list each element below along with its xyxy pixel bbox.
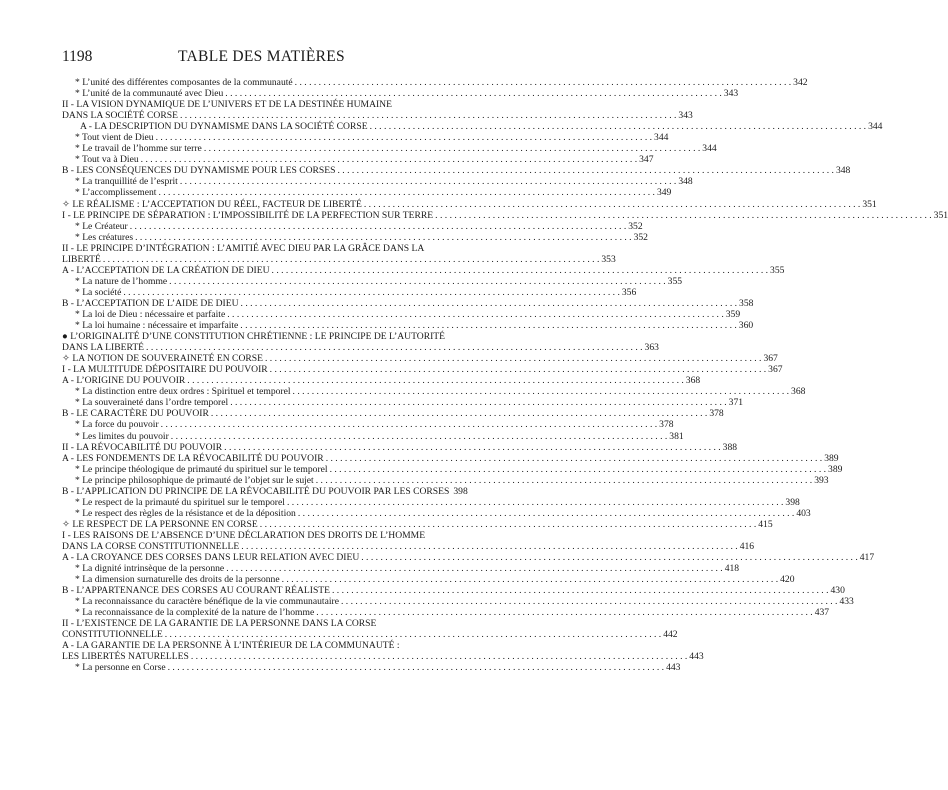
dot-leader	[287, 497, 783, 508]
toc-entry-label: * L’unité des différentes composantes de la communauté	[75, 77, 293, 88]
toc-entry-page: 420	[780, 574, 795, 586]
toc-entry	[62, 618, 461, 629]
toc-entry-page: 367	[763, 353, 778, 365]
toc-entry-page: 389	[824, 452, 839, 464]
toc-entry	[62, 187, 672, 199]
toc-entry	[62, 286, 637, 298]
toc-entry	[62, 596, 854, 608]
toc-entry-label: ✧ LE RESPECT DE LA PERSONNE EN CORSE	[62, 518, 258, 530]
dot-leader	[293, 386, 789, 397]
toc-entry	[62, 386, 806, 398]
toc-entry	[62, 99, 461, 110]
dot-leader	[224, 442, 720, 453]
toc-entry	[62, 88, 739, 100]
dot-leader	[187, 375, 683, 386]
toc-entry-label: * Le principe philosophique de primauté de l’objet sur le sujet	[75, 474, 314, 486]
toc-entry-page: 418	[724, 563, 740, 575]
dot-leader	[169, 276, 665, 287]
toc-entry	[62, 165, 851, 177]
dot-leader	[227, 309, 723, 320]
toc-entry-page: 430	[830, 585, 845, 597]
toc-entry-page: 403	[796, 507, 811, 519]
toc-entry-page: 348	[835, 165, 851, 177]
toc-entry	[62, 485, 468, 497]
toc-entry-label: ✧ LE RÉALISME : L’ACCEPTATION DU RÉEL, FACTEUR DE LIBERTÉ	[62, 198, 362, 210]
dot-leader	[316, 607, 812, 618]
toc-entry-label: * La personne en Corse	[75, 662, 166, 674]
toc-entry-label: LES LIBERTÉS NATURELLES	[62, 651, 189, 663]
toc-entry-page: 378	[709, 408, 724, 420]
toc-entry-label: A - L’ORIGINE DU POUVOIR	[62, 375, 186, 387]
toc-entry-page: 415	[758, 518, 773, 530]
toc-entry-page: 363	[644, 342, 659, 354]
toc-entry-page: 367	[768, 364, 783, 376]
toc-entry-page: 359	[725, 308, 741, 320]
toc-entry-label: * La force du pouvoir	[75, 419, 159, 431]
toc-entry-label: * La tranquillité de l’esprit	[75, 176, 178, 188]
dot-leader	[225, 88, 721, 99]
toc-entry-label: * La reconnaissance de la complexité de la nature de l’homme	[75, 607, 315, 619]
toc-entry	[62, 308, 741, 320]
toc-entry	[62, 375, 701, 387]
toc-entry-page: 342	[793, 77, 808, 88]
toc-entry-page: 371	[728, 397, 744, 409]
toc-entry	[62, 264, 785, 276]
toc-entry-label: II - LE PRINCIPE D’INTÉGRATION : L’AMITIÉ AVEC DIEU PAR LA GRÂCE DANS LA	[62, 242, 425, 254]
toc-entry	[62, 243, 461, 254]
dot-leader	[240, 320, 736, 331]
toc-entry-label: B - L’APPARTENANCE DES CORSES AU COURANT RÉALISTE	[62, 585, 330, 597]
dot-leader	[270, 364, 766, 375]
toc-entry-page: 360	[738, 320, 754, 332]
toc-entry-page: 347	[639, 154, 654, 166]
dot-leader	[146, 342, 642, 353]
toc-entry	[62, 209, 948, 221]
toc-entry-label: A - LA CROYANCE DES CORSES DANS LEUR RELATION AVEC DIEU	[62, 552, 360, 564]
toc-entry-page: 352	[633, 231, 648, 243]
toc-entry-label: * La dimension surnaturelle des droits de la personne	[75, 574, 280, 586]
toc-entry	[62, 430, 684, 442]
dot-leader	[337, 165, 833, 176]
toc-entry-label: II - L’EXISTENCE DE LA GARANTIE DE LA PERSONNE DANS LA CORSE	[62, 618, 377, 630]
toc-entry-label: B - LE CARACTÈRE DU POUVOIR	[62, 408, 209, 420]
toc-entry-page: 398	[785, 496, 800, 508]
dot-leader	[260, 519, 756, 530]
dot-leader	[332, 585, 828, 596]
dot-leader	[272, 265, 768, 276]
dot-leader	[156, 132, 652, 143]
toc-entry-page: 344	[868, 121, 883, 133]
dot-leader	[282, 574, 778, 585]
toc-entry	[62, 463, 843, 475]
dot-leader	[191, 651, 687, 662]
toc-entry	[62, 585, 845, 597]
toc-entry-label: * Les limites du pouvoir	[75, 430, 169, 442]
dot-leader	[158, 187, 654, 198]
toc-entry	[62, 441, 738, 453]
toc-entry-label: II - LA VISION DYNAMIQUE DE L’UNIVERS ET DE LA DESTINÉE HUMAINE	[62, 99, 392, 111]
toc-entry-label: * La loi humaine : nécessaire et imparfaite	[75, 320, 239, 332]
dot-leader	[161, 419, 657, 430]
toc-entry-label: A - LA GARANTIE DE LA PERSONNE À L’INTÉRIEUR DE LA COMMUNAUTÉ :	[62, 640, 400, 652]
dot-leader	[370, 121, 866, 132]
toc-entry-page: 352	[628, 220, 643, 232]
toc-entry-page: 348	[678, 176, 693, 188]
toc-entry-page: 393	[814, 474, 829, 486]
toc-entry-page: 351	[862, 198, 877, 210]
toc-entry-page: 343	[723, 88, 739, 100]
toc-entry-label: * Le principe théologique de primauté du spirituel sur le temporel	[75, 463, 328, 475]
toc-entry	[62, 530, 461, 541]
page-number: 1198	[62, 48, 93, 65]
toc-entry-page: 398	[453, 485, 468, 497]
toc-entry-label: * Le Créateur	[75, 220, 128, 232]
toc-entry-page: 417	[859, 552, 875, 564]
toc-entry-page: 443	[689, 651, 704, 663]
toc-entry-label: A - LES FONDEMENTS DE LA RÉVOCABILITÉ DU POUVOIR	[62, 452, 324, 464]
toc-entry-label: * Le travail de l’homme sur terre	[75, 143, 202, 155]
dot-leader	[341, 596, 837, 607]
toc-entry	[62, 651, 704, 663]
dot-leader	[165, 629, 661, 640]
toc-entry-page: 442	[663, 629, 678, 641]
toc-entry-label: * La reconnaissance du caractère bénéfique de la vie communautaire	[75, 596, 339, 608]
toc-entry-label: A - LA DESCRIPTION DU DYNAMISME DANS LA SOCIÉTÉ CORSE	[80, 121, 368, 133]
toc-entry-label: * La souveraineté dans l’ordre temporel	[75, 397, 229, 409]
toc-entry-page: 349	[656, 187, 672, 199]
toc-entry	[62, 662, 681, 674]
toc-entry-page: 351	[933, 209, 948, 221]
dot-leader	[123, 287, 619, 298]
dot-leader	[180, 176, 676, 187]
toc-entry	[62, 419, 674, 431]
toc-entry-page: 389	[828, 463, 843, 475]
toc-entry	[62, 176, 693, 188]
toc-entry-label: A - L’ACCEPTATION DE LA CRÉATION DE DIEU	[62, 264, 270, 276]
page-header	[62, 48, 461, 66]
toc-entry-page: 416	[739, 540, 755, 552]
toc-entry	[62, 342, 659, 354]
toc-entry-label: B - L’APPLICATION DU PRINCIPE DE LA RÉVOCABILITÉ DU POUVOIR PAR LES CORSES	[62, 485, 450, 497]
toc-entry-page: 378	[659, 419, 674, 431]
toc-entry-label: ● L’ORIGINALITÉ D’UNE CONSTITUTION CHRÉTIENNE : LE PRINCIPE DE L’AUTORITÉ	[62, 331, 446, 343]
dot-leader	[364, 199, 860, 210]
dot-leader	[226, 563, 722, 574]
dot-leader	[141, 154, 637, 165]
dot-leader	[180, 110, 676, 121]
toc-entry	[62, 331, 461, 342]
toc-entry-label: DANS LA CORSE CONSTITUTIONNELLE	[62, 540, 240, 552]
dot-leader	[168, 662, 664, 673]
dot-leader	[316, 475, 812, 486]
dot-leader	[330, 464, 826, 475]
toc-entry-page: 381	[669, 430, 684, 442]
toc-entry-label: II - LA RÉVOCABILITÉ DU POUVOIR	[62, 441, 223, 453]
toc-entry	[62, 77, 808, 88]
toc-entry-page: 437	[814, 607, 830, 619]
toc-entry	[62, 574, 795, 586]
toc-entry-page: 353	[601, 253, 616, 265]
toc-entry	[62, 297, 754, 309]
toc-entry	[62, 408, 724, 420]
toc-entry-label: * L’accomplissement	[75, 187, 157, 199]
dot-leader	[211, 408, 707, 419]
dot-leader	[265, 353, 761, 364]
toc-entry	[62, 154, 654, 166]
toc-entry-label: * La loi de Dieu : nécessaire et parfaite	[75, 308, 226, 320]
toc-entry	[62, 110, 693, 122]
toc-entry	[62, 507, 811, 519]
dot-leader	[230, 397, 726, 408]
toc-entry	[62, 640, 461, 651]
toc-entry-label: * L’unité de la communauté avec Dieu	[75, 88, 224, 100]
dot-leader	[204, 143, 700, 154]
toc-entry	[62, 275, 683, 287]
toc-entry	[62, 364, 783, 376]
toc-entry	[62, 143, 717, 155]
toc-entry	[62, 607, 830, 619]
toc-entry-page: 356	[621, 286, 637, 298]
dot-leader	[326, 453, 822, 464]
toc-entry	[62, 353, 778, 365]
toc-entry-label: DANS LA SOCIÉTÉ CORSE	[62, 110, 178, 122]
toc-entry-label: I - LE PRINCIPE DE SÉPARATION : L’IMPOSSIBILITÉ DE LA PERFECTION SUR TERRE	[62, 209, 434, 221]
toc-entry-label: * Le respect de la primauté du spirituel sur le temporel	[75, 496, 285, 508]
toc-entry-label: B - LES CONSÉQUENCES DU DYNAMISME POUR LES CORSES	[62, 165, 336, 177]
toc-entry	[62, 121, 883, 133]
toc-entry-label: I - LES RAISONS DE L’ABSENCE D’UNE DÉCLARATION DES DROITS DE L’HOMME	[62, 529, 426, 541]
toc-entry-page: 368	[685, 375, 701, 387]
toc-entry-page: 433	[839, 596, 854, 608]
toc-entry-page: 388	[722, 441, 738, 453]
toc-entry	[62, 253, 616, 265]
toc-entry-page: 343	[678, 110, 693, 122]
toc-entry-label: * Tout vient de Dieu	[75, 132, 154, 144]
toc-entry	[62, 220, 643, 232]
toc-entry-label: * Tout va à Dieu	[75, 154, 139, 166]
toc-entry-label: DANS LA LIBERTÉ	[62, 342, 145, 354]
dot-leader	[130, 221, 626, 232]
toc-entry-label: B - L’ACCEPTATION DE L’AIDE DE DIEU	[62, 297, 239, 309]
toc-entry-label: * La distinction entre deux ordres : Spirituel et temporel	[75, 386, 291, 398]
toc-entry-label: CONSTITUTIONNELLE	[62, 629, 163, 641]
dot-leader	[298, 508, 794, 519]
toc-entry-label: * Les créatures	[75, 231, 134, 243]
dot-leader	[435, 210, 931, 221]
toc-entry-page: 368	[791, 386, 806, 398]
dot-leader	[295, 77, 791, 88]
toc-entry	[62, 198, 877, 210]
toc-entry	[62, 563, 740, 575]
toc-entry-label: * La dignité intrinsèque de la personne	[75, 563, 225, 575]
toc-entry-page: 443	[666, 662, 681, 674]
dot-leader	[241, 541, 737, 552]
dot-leader	[361, 552, 857, 563]
toc-entry	[62, 474, 829, 486]
toc-entry-label: ✧ LA NOTION DE SOUVERAINETÉ EN CORSE	[62, 353, 263, 365]
dot-leader	[241, 298, 737, 309]
toc-entry-label: * La nature de l’homme	[75, 275, 168, 287]
dot-leader	[135, 232, 631, 243]
toc-entry	[62, 540, 755, 552]
toc-entry	[62, 552, 875, 564]
toc-entry-page: 344	[654, 132, 669, 144]
running-title: TABLE DES MATIÈRES	[178, 48, 345, 65]
dot-leader	[103, 254, 599, 265]
toc-entry-label: I - LA MULTITUDE DÉPOSITAIRE DU POUVOIR	[62, 364, 268, 376]
toc-entry	[62, 629, 678, 641]
toc-entry-label: LIBERTÉ	[62, 253, 101, 265]
toc-entry-label: * La société	[75, 286, 122, 298]
dot-leader	[171, 431, 667, 442]
toc-entry-page: 344	[702, 143, 717, 155]
toc-entry	[62, 397, 744, 409]
toc-entry	[62, 518, 773, 530]
toc-entry-page: 355	[667, 275, 683, 287]
toc-entry	[62, 452, 839, 464]
toc-entry	[62, 496, 800, 508]
toc-entry	[62, 231, 648, 243]
toc-entry	[62, 320, 754, 332]
toc-entry-page: 355	[770, 264, 785, 276]
table-of-contents	[62, 77, 948, 674]
toc-entry-label: * Le respect des règles de la résistance et de la déposition	[75, 507, 296, 519]
toc-entry-page: 358	[739, 297, 754, 309]
toc-entry	[62, 132, 669, 144]
